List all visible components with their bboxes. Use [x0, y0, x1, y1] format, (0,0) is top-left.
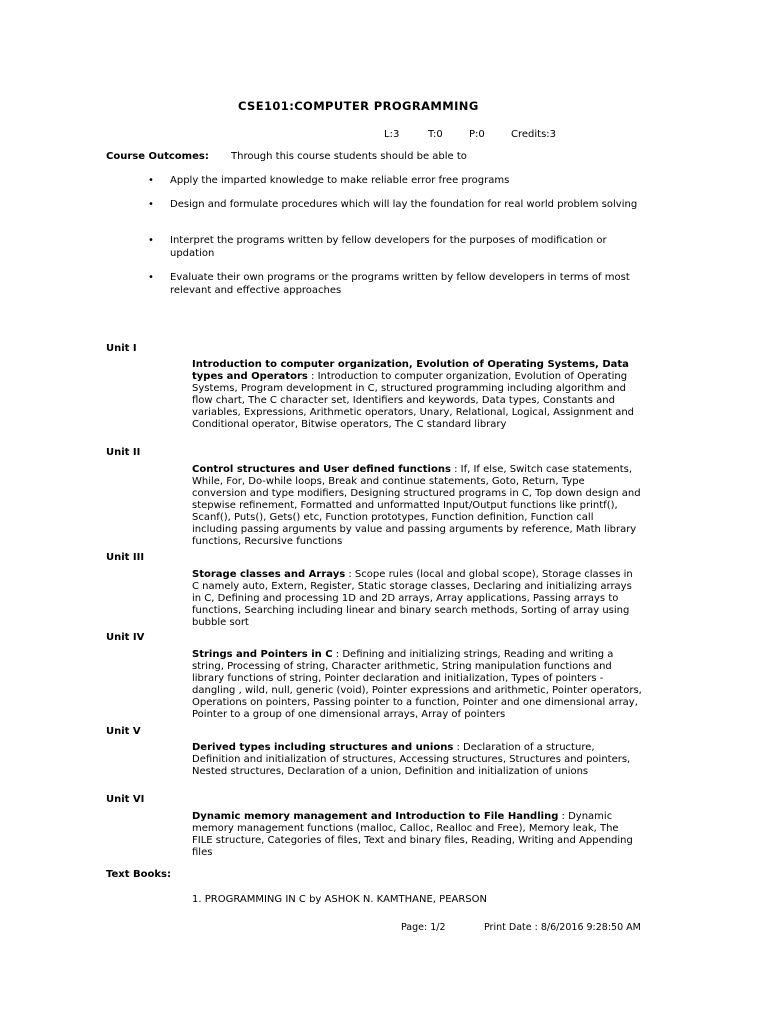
unit-content	[192, 811, 642, 859]
text-book-item: 1. PROGRAMMING IN C by ASHOK N. KAMTHANE, PEARSON	[192, 894, 487, 905]
unit-content	[192, 464, 642, 548]
unit-heading: Derived types including structures and unions	[192, 742, 454, 753]
bullet-icon: •	[148, 272, 154, 283]
unit-heading: Storage classes and Arrays	[192, 569, 346, 580]
unit-label: Unit III	[106, 552, 145, 563]
unit-text: : Scope rules (local and global scope), Storage classes in C namely auto, Extern, Register, Static storage classes, Declaring and initializing arrays in C, Defining and processing 1D and 2D arrays, Array applications, Passing arrays to functions, Searching including linear and binary search methods, Sorting of array using bubble sort	[192, 569, 633, 628]
print-date: Print Date : 8/6/2016 9:28:50 AM	[484, 922, 641, 933]
unit-content	[192, 569, 642, 629]
unit-label: Unit IV	[106, 632, 145, 643]
unit-label: Unit I	[106, 343, 137, 354]
bullet-icon: •	[148, 235, 154, 246]
page-number: Page: 1/2	[401, 922, 446, 933]
unit-label: Unit V	[106, 726, 141, 737]
unit-heading: Control structures and User defined functions	[192, 464, 451, 475]
bullet-icon: •	[148, 199, 154, 210]
practical-hours: P:0	[469, 129, 485, 140]
lecture-hours: L:3	[384, 129, 400, 140]
unit-label: Unit VI	[106, 794, 145, 805]
unit-content	[192, 742, 642, 778]
bullet-icon: •	[148, 175, 154, 186]
outcome-item: Apply the imparted knowledge to make reliable error free programs	[170, 175, 510, 186]
unit-text: : If, If else, Switch case statements, While, For, Do-while loops, Break and continue statements, Goto, Return, Type conversion and type modifiers, Designing structured programs in C, Top down design and stepwise refinement, Formatted and unformatted Input/Output functions like printf(), Scanf(), Puts(), Gets() etc, Function prototypes, Function definition, Function call including passing arguments by value and passing arguments by reference, Math library functions, Recursive functions	[192, 464, 641, 547]
unit-content	[192, 649, 642, 721]
unit-heading: Dynamic memory management and Introduction to File Handling	[192, 811, 559, 822]
outcome-item: Evaluate their own programs or the programs written by fellow developers in terms of most relevant and effective approaches	[170, 272, 630, 296]
course-outcomes-intro: Through this course students should be able to	[231, 151, 467, 162]
outcome-item: Design and formulate procedures which will lay the foundation for real world problem solving	[170, 199, 638, 210]
unit-heading: Introduction to computer organization, Evolution of Operating Systems, Data types and Operators	[192, 359, 629, 382]
tutorial-hours: T:0	[428, 129, 443, 140]
unit-label: Unit II	[106, 447, 141, 458]
unit-text: : Declaration of a structure, Definition and initialization of structures, Accessing structures, Structures and pointers, Nested structures, Declaration of a union, Definition and initialization of unions	[192, 742, 631, 777]
unit-heading: Strings and Pointers in C	[192, 649, 333, 660]
course-outcomes-label: Course Outcomes:	[106, 151, 209, 162]
text-books-label: Text Books:	[106, 869, 171, 880]
outcome-item: Interpret the programs written by fellow developers for the purposes of modification or updation	[170, 235, 607, 259]
credits: Credits:3	[511, 129, 557, 140]
unit-content	[192, 359, 642, 431]
unit-text: : Dynamic memory management functions (malloc, Calloc, Realloc and Free), Memory leak, The FILE structure, Categories of files, Text and binary files, Reading, Writing and Appending files	[192, 811, 633, 858]
unit-text: : Introduction to computer organization, Evolution of Operating Systems, Program development in C, structured programming including algorithm and flow chart, The C character set, Identifiers and keywords, Data types, Constants and variables, Expressions, Arithmetic operators, Unary, Relational, Logical, Assignment and Conditional operator, Bitwise operators, The C standard library	[192, 371, 635, 430]
unit-text: : Defining and initializing strings, Reading and writing a string, Processing of string, Character arithmetic, String manipulation functions and library functions of string, Pointer declaration and initialization, Types of pointers - dangling , wild, null, generic (void), Pointer expressions and arithmetic, Pointer operators, Operations on pointers, Passing pointer to a function, Pointer and one dimensional array, Pointer to a group of one dimensional arrays, Array of pointers	[192, 649, 642, 720]
course-title: CSE101:COMPUTER PROGRAMMING	[238, 99, 479, 113]
